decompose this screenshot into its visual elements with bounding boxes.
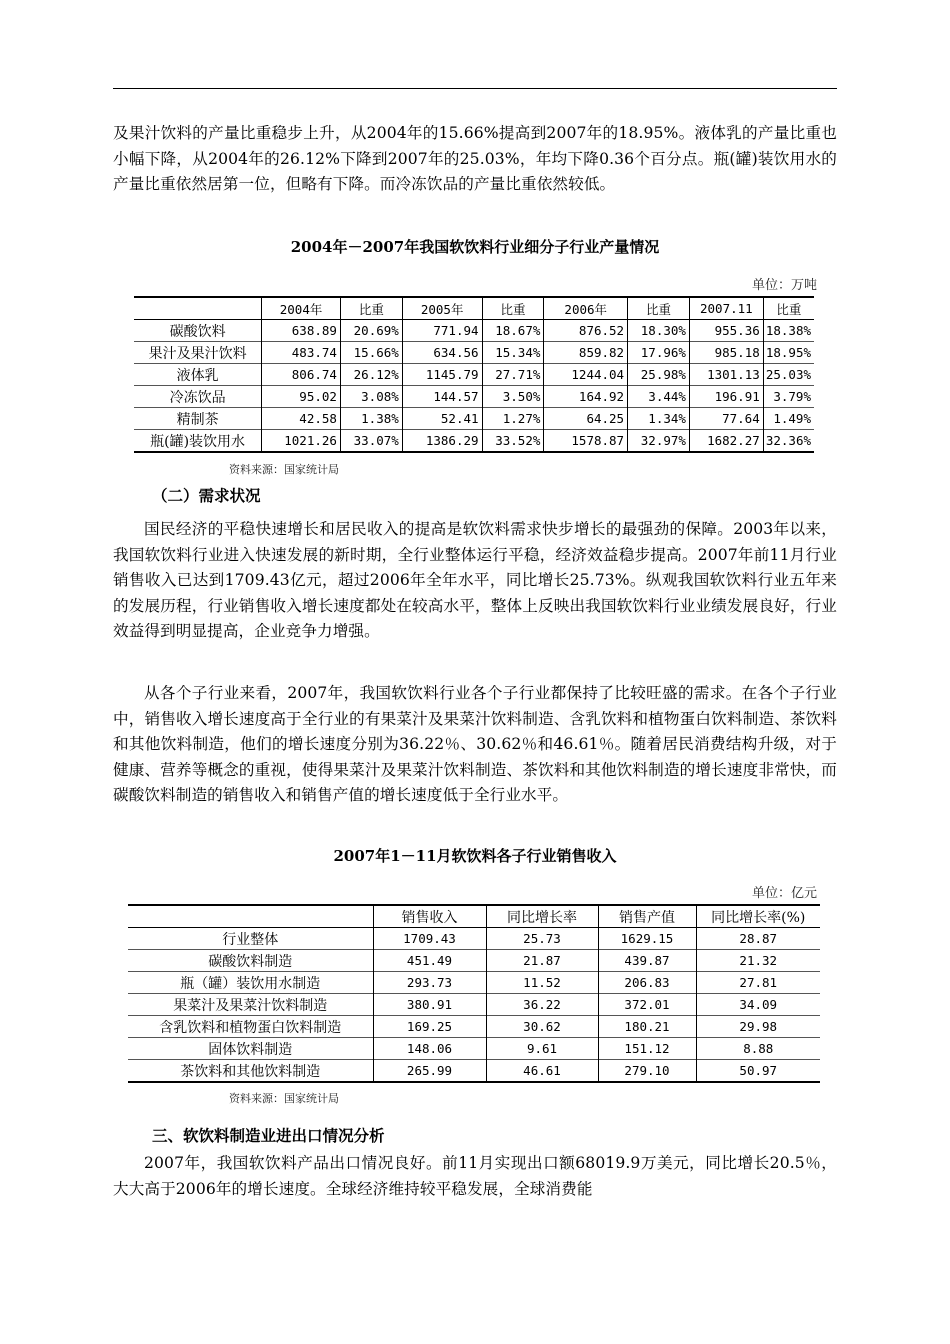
table-cell: 1578.87	[544, 430, 628, 453]
table-cell: 1145.79	[402, 364, 482, 386]
table-cell: 876.52	[544, 320, 628, 342]
table-cell: 180.21	[598, 1016, 696, 1038]
table-cell: 439.87	[598, 950, 696, 972]
table-cell: 1.34%	[628, 408, 690, 430]
table-cell: 955.36	[689, 320, 763, 342]
table-cell: 196.91	[689, 386, 763, 408]
table-cell: 34.09	[696, 994, 820, 1016]
row-label: 果菜汁及果菜汁饮料制造	[128, 994, 373, 1016]
table-cell: 144.57	[402, 386, 482, 408]
production-table	[134, 296, 814, 453]
table-cell: 3.79%	[763, 386, 814, 408]
table-cell: 32.36%	[763, 430, 814, 453]
table1-header-cell: 比重	[340, 297, 402, 320]
table-cell: 15.34%	[482, 342, 544, 364]
table2-unit: 单位：亿元	[751, 886, 817, 901]
table-cell: 1021.26	[262, 430, 341, 453]
table2-source: 资料来源：国家统计局	[229, 1092, 339, 1105]
table-cell: 1709.43	[373, 928, 486, 950]
table-cell: 27.81	[696, 972, 820, 994]
table-cell: 483.74	[262, 342, 341, 364]
table-cell: 1244.04	[544, 364, 628, 386]
section-heading-trade: 三、软饮料制造业进出口情况分析	[152, 1127, 385, 1145]
table1-title: 2004年－2007年我国软饮料行业细分子行业产量情况	[290, 238, 660, 256]
table-cell: 11.52	[486, 972, 598, 994]
table1-header-cell: 2007.11	[689, 297, 763, 320]
table-cell: 372.01	[598, 994, 696, 1016]
table-cell: 21.87	[486, 950, 598, 972]
sales-table	[128, 904, 820, 1083]
table-cell: 52.41	[402, 408, 482, 430]
row-label: 行业整体	[128, 928, 373, 950]
table2-header-cell: 同比增长率(%)	[696, 905, 820, 928]
table-row	[134, 320, 814, 342]
table-row	[128, 972, 820, 994]
table-cell: 36.22	[486, 994, 598, 1016]
table-cell: 169.25	[373, 1016, 486, 1038]
table-cell: 806.74	[262, 364, 341, 386]
table2-header-row	[128, 905, 820, 928]
table-cell: 265.99	[373, 1060, 486, 1083]
table-cell: 50.97	[696, 1060, 820, 1083]
table-row	[134, 364, 814, 386]
table-cell: 77.64	[689, 408, 763, 430]
row-label: 瓶（罐）装饮用水制造	[128, 972, 373, 994]
table1-source: 资料来源：国家统计局	[229, 463, 339, 476]
table-row	[128, 1038, 820, 1060]
table-row	[128, 950, 820, 972]
table1-header-cell: 2006年	[544, 297, 628, 320]
table-cell: 18.38%	[763, 320, 814, 342]
table2-header-cell: 同比增长率	[486, 905, 598, 928]
table-row	[128, 1060, 820, 1083]
table-cell: 151.12	[598, 1038, 696, 1060]
paragraph-production-share: 及果汁饮料的产量比重稳步上升，从2004年的15.66%提高到2007年的18.95%。液体乳的产量比重也小幅下降，从2004年的26.12%下降到2007年的25.03%，年均下降0.36个百分点。瓶(罐)装饮用水的产量比重依然居第一位，但略有下降。而冷冻饮品的产量比重依然较低。	[113, 124, 837, 193]
table1-header-cell: 2005年	[402, 297, 482, 320]
table1-header-cell: 比重	[763, 297, 814, 320]
table2-header-cell: 销售产值	[598, 905, 696, 928]
table-cell: 32.97%	[628, 430, 690, 453]
table-cell: 3.44%	[628, 386, 690, 408]
table-cell: 634.56	[402, 342, 482, 364]
table-row	[134, 386, 814, 408]
table-cell: 20.69%	[340, 320, 402, 342]
table-cell: 25.73	[486, 928, 598, 950]
table-cell: 46.61	[486, 1060, 598, 1083]
row-label: 固体饮料制造	[128, 1038, 373, 1060]
row-label: 精制茶	[134, 408, 262, 430]
row-label: 果汁及果汁饮料	[134, 342, 262, 364]
table1-header-cell: 2004年	[262, 297, 341, 320]
table-cell: 859.82	[544, 342, 628, 364]
table-cell: 638.89	[262, 320, 341, 342]
table-cell: 164.92	[544, 386, 628, 408]
table-cell: 25.03%	[763, 364, 814, 386]
table-cell: 1.38%	[340, 408, 402, 430]
paragraph-subindustry: 从各个子行业来看，2007年，我国软饮料行业各个子行业都保持了比较旺盛的需求。在各个子行业中，销售收入增长速度高于全行业的有果菜汁及果菜汁饮料制造、含乳饮料和植物蛋白饮料制造、茶饮料和其他饮料制造，他们的增长速度分别为36.22％、30.62％和46.61％。随着居民消费结构升级，对于健康、营养等概念的重视，使得果菜汁及果菜汁饮料制造、茶饮料和其他饮料制造的增长速度非常快，而碳酸饮料制造的销售收入和销售产值的增长速度低于全行业水平。	[113, 684, 837, 804]
table-cell: 29.98	[696, 1016, 820, 1038]
table-cell: 1.27%	[482, 408, 544, 430]
table-cell: 18.30%	[628, 320, 690, 342]
table-cell: 293.73	[373, 972, 486, 994]
table-cell: 42.58	[262, 408, 341, 430]
table-cell: 25.98%	[628, 364, 690, 386]
table-cell: 148.06	[373, 1038, 486, 1060]
table-cell: 18.95%	[763, 342, 814, 364]
table-cell: 30.62	[486, 1016, 598, 1038]
row-label: 茶饮料和其他饮料制造	[128, 1060, 373, 1083]
table-cell: 64.25	[544, 408, 628, 430]
table-cell: 380.91	[373, 994, 486, 1016]
paragraph-trade: 2007年，我国软饮料产品出口情况良好。前11月实现出口额68019.9万美元，同比增长20.5％，大大高于2006年的增长速度。全球经济维持较平稳发展，全球消费能	[113, 1154, 837, 1198]
table1-header-row	[134, 297, 814, 320]
table-cell: 451.49	[373, 950, 486, 972]
table2-title: 2007年1－11月软饮料各子行业销售收入	[333, 847, 617, 865]
table-cell: 17.96%	[628, 342, 690, 364]
table-row	[128, 994, 820, 1016]
table1-unit: 单位：万吨	[751, 278, 817, 293]
table-cell: 1386.29	[402, 430, 482, 453]
row-label: 碳酸饮料制造	[128, 950, 373, 972]
table-cell: 1629.15	[598, 928, 696, 950]
table2-header-cell	[128, 905, 373, 928]
paragraph-demand: 国民经济的平稳快速增长和居民收入的提高是软饮料需求快步增长的最强劲的保障。2003年以来，我国软饮料行业进入快速发展的新时期，全行业整体运行平稳，经济效益稳步提高。2007年前11月行业销售收入已达到1709.43亿元，超过2006年全年水平，同比增长25.73%。纵观我国软饮料行业五年来的发展历程，行业销售收入增长速度都处在较高水平，整体上反映出我国软饮料行业业绩发展良好，行业效益得到明显提高，企业竞争力增强。	[113, 520, 837, 640]
table-cell: 1301.13	[689, 364, 763, 386]
table-cell: 985.18	[689, 342, 763, 364]
table-cell: 1682.27	[689, 430, 763, 453]
section-heading-demand: （二）需求状况	[152, 487, 261, 505]
table-cell: 27.71%	[482, 364, 544, 386]
table-cell: 3.50%	[482, 386, 544, 408]
table-cell: 279.10	[598, 1060, 696, 1083]
table-row	[134, 342, 814, 364]
table-cell: 33.07%	[340, 430, 402, 453]
table1-header-cell: 比重	[628, 297, 690, 320]
table-row	[128, 1016, 820, 1038]
table-cell: 95.02	[262, 386, 341, 408]
table-cell: 18.67%	[482, 320, 544, 342]
table-cell: 15.66%	[340, 342, 402, 364]
table-cell: 9.61	[486, 1038, 598, 1060]
table-cell: 206.83	[598, 972, 696, 994]
row-label: 液体乳	[134, 364, 262, 386]
table-cell: 33.52%	[482, 430, 544, 453]
table1-header-cell: 比重	[482, 297, 544, 320]
table-row	[128, 928, 820, 950]
row-label: 碳酸饮料	[134, 320, 262, 342]
table-cell: 26.12%	[340, 364, 402, 386]
table-cell: 1.49%	[763, 408, 814, 430]
header-rule	[113, 88, 837, 89]
table-cell: 8.88	[696, 1038, 820, 1060]
table2-header-cell: 销售收入	[373, 905, 486, 928]
table-cell: 771.94	[402, 320, 482, 342]
table-cell: 28.87	[696, 928, 820, 950]
table-row	[134, 408, 814, 430]
row-label: 冷冻饮品	[134, 386, 262, 408]
table-cell: 21.32	[696, 950, 820, 972]
row-label: 含乳饮料和植物蛋白饮料制造	[128, 1016, 373, 1038]
table-cell: 3.08%	[340, 386, 402, 408]
row-label: 瓶(罐)装饮用水	[134, 430, 262, 453]
table-row	[134, 430, 814, 453]
table1-header-cell	[134, 297, 262, 320]
